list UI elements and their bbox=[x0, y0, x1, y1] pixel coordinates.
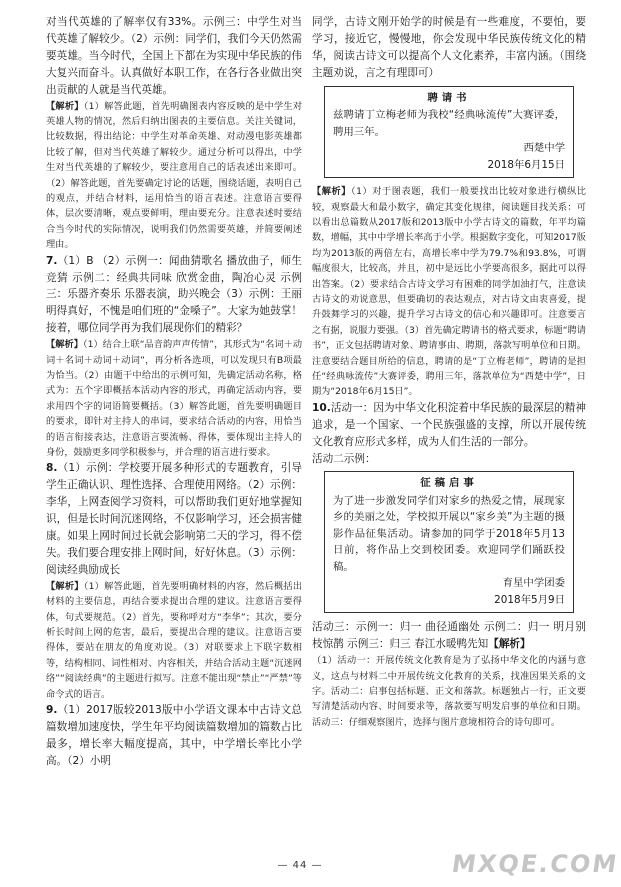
activity-three-answer bbox=[312, 619, 586, 653]
analysis-tag: 【解析】 bbox=[488, 638, 531, 651]
watermark-logo: MXQE.COM bbox=[450, 850, 621, 878]
question-number: 9. bbox=[46, 703, 58, 716]
activity-two-label: 活动二示例： bbox=[312, 452, 376, 465]
analysis-text: （1）结合上联“品音韵声声传情”，其形式为“名词＋动词＋名词＋动词＋动词”，再分析各选项，可以发现只有B项最为恰当。（2）由题干中给出的示例可知，先确定活动名称，格式为：五个字即概括本活动内容的形式，再确定活动内容，要求用四个字的词语简要概括。（3）解答此题，首先要明确题目的要求，即针对主持人的串词，要求结合活动的内容，用恰当的语言衔接表达，注意语言要流畅、得体，要体现出主持人的身份，鼓励更多同学积极参与，并合理的语言进行要求。 bbox=[46, 339, 303, 458]
question-9-answer bbox=[46, 702, 302, 770]
question-7-analysis bbox=[46, 337, 302, 460]
analysis-tag: 【解析】 bbox=[46, 580, 84, 592]
appointment-letter-body: 兹聘请丁立梅老师为我校“经典咏流传”大赛评委，聘用三年。 bbox=[333, 109, 565, 138]
question-7-answer bbox=[46, 253, 302, 338]
question-number: 8. bbox=[46, 462, 58, 475]
paragraph-q6-answer: 对当代英雄的了解率仅有33%。示例三：中学生对当代英雄了解较少。（2）示例：同学们，我们今天仍然需要英雄。当今时代，全国上下都在为实现中华民族的伟大复兴而奋斗。认真做好本职工作，在各行各业做出突出贡献的人就是当代英雄。 bbox=[46, 16, 302, 96]
question-number: 10. bbox=[312, 401, 331, 414]
answer-text: （1）示例：学校要开展多种形式的专题教育，引导学生正确认识、理性选择、合理使用网络。（2）示例：李华，上网查阅学习资料，可以帮助我们更好地掌握知识，但是长时间沉迷网络，不仅影响学习，还会损害健康。如果上网时间过长就会影响第二天的学习，得不偿失。我们要合理安排上网时间，好好休息。（3）示例：阅读经典励成长 bbox=[46, 462, 302, 576]
appointment-letter-box bbox=[324, 86, 574, 179]
question-10-answer bbox=[312, 400, 586, 451]
answer-text: （1）2017版较2013版中小学语文课本中古诗文总篇数增加速度快，学生年平均阅读篇数增加的篇数占比最多，增长率大幅度提高，其中，中学增长率比小学高。（2）小明 bbox=[46, 703, 302, 767]
left-column bbox=[46, 14, 302, 770]
question-8-analysis bbox=[46, 579, 302, 702]
question-10-analysis: （1）活动一：开展传统文化教育是为了弘扬中华文化的内涵与意义，这点与材料二中开展传统文化教育的关系，找准因果关系的文字。活动二：启事包括标题、正文和落款。标题独占一行，正文要写清楚活动内容、时间要求等，落款要写明发启事的单位和日期。活动三：仔细观察图片，选择与图片意境相符合的诗句即可。 bbox=[312, 655, 586, 728]
call-for-submissions-body: 为了进一步激发同学们对家乡的热爱之情，展现家乡的美丽之处，学校拟开展以“家乡美”为主题的摄影作品征集活动。请参加的同学于2018年5月13日前，将作品上交到校团委。欢迎同学们踊跃投稿。 bbox=[333, 494, 565, 573]
analysis-tag: 【解析】 bbox=[46, 339, 83, 351]
call-for-submissions-date: 2018年5月9日 bbox=[494, 593, 565, 606]
analysis-text: （1）对于图表题，我们一般要找出比较对象进行横纵比较，观察最大和最小数字，确定其变化规律，阅读题目找关系：可以看出总篇数从2017版和2013版中小学古诗文的篇数，年平均篇数，增幅，其中中学增长率高于小学。根据数字变化，可知2017版均为2013版的两倍左右，高增长率中学为79.7%和93.8%，可谓幅度很大，比较高，并且，初中是远比小学要高很多，据此可以得出答案。（2）要求结合古诗文学习有困难的同学加油打气，注意读古诗文的劝说意思，但要确切的表达观点，对古诗文由衷喜爱，提升鼓舞学习的兴趣，提升学习古诗文的信心和兴趣即可。注意要言之有据，说服力要强。（3）首先确定聘请书的格式要求，标题“聘请书”，正文包括聘请对象、聘请事由、聘期，落款写明单位和日期。注意要结合题目所给的信息，聘请的是“丁立梅老师”，聘请的是担任“经典咏流传”大赛评委，聘用三年，落款单位为“西楚中学”，日期为“2018年6月15日”。 bbox=[312, 186, 586, 398]
analysis-tag: 【解析】 bbox=[312, 186, 351, 198]
appointment-letter-title: 聘请书 bbox=[427, 91, 471, 104]
right-column bbox=[312, 14, 586, 730]
appointment-letter-org: 西楚中学 bbox=[523, 142, 565, 155]
analysis-tag: 【解析】 bbox=[46, 100, 84, 112]
question-9-continued: 同学，古诗文刚开始学的时候是有一些难度，不要怕，要学习，接近它，慢慢地，你会发现中华民族传统文化的精华，阅读古诗文可以提高个人文化素养，丰富内涵。（围绕主题劝说，言之有理即可） bbox=[312, 16, 586, 79]
call-for-submissions-title: 征稿启事 bbox=[420, 477, 478, 490]
question-number: 7. bbox=[46, 254, 58, 267]
answer-text: 活动三：示例一：归一 曲径通幽处 示例二：归一 明月别枝惊鹊 示例三：归三 春江水暖鸭先知 bbox=[312, 621, 586, 651]
answer-text: （1）B （2）示例一：闻曲猜歌名 播放曲子，师生竞猜 示例二：经典共同味 欣赏金曲，陶冶心灵 示例三：乐器齐奏乐 乐器表演，助兴晚会（3）示例：王丽明得真好，不愧是咱们班的“金嗓子”。大家为她鼓掌！接着，哪位同学再为我们展现你们的精彩？ bbox=[46, 254, 302, 335]
call-for-submissions-box bbox=[324, 471, 574, 613]
appointment-letter-date: 2018年6月15日 bbox=[487, 158, 565, 171]
paragraph-q6-analysis bbox=[46, 99, 302, 253]
analysis-text: （1）解答此题，首先明确图表内容反映的是中学生对英雄人物的情况，然后归纳出图表的主要信息。关注关键词，比较数据，得出结论：中学生对革命英雄、对动漫电影英雄都比较了解，但对当代英雄了解较少。通过分析可以得出，中学生对当代英雄的了解较少，要注意用自己的话表述出来即可。（2）解答此题，首先要确定讨论的话题，围绕话题，表明自己的观点，并结合材料，运用恰当的语言表述。注意语言要得体，层次要清晰，观点要鲜明，理由要充分。注意表述时要结合当今时代的实际情况，说明我们仍然需要英雄，并简要阐述理由。 bbox=[46, 100, 303, 251]
answer-text: 活动一：因为中华文化积淀着中华民族的最深层的精神追求，是一个国家、一个民族强盛的支撑，所以开展传统文化教育应形式多样，成为人们生活的一部分。 bbox=[312, 401, 586, 448]
question-8-answer bbox=[46, 460, 302, 578]
analysis-text: （1）解答此题，首先要明确材料的内容，然后概括出材料的主要信息，再结合要求提出合理的建议。注意语言要得体，句式要规范。（2）首先，要称呼对方“李华”；其次，要分析长时间上网的危害，最后，要提出合理的建议。注意语言要得体，要站在朋友的角度劝说。（3）对联要求上下联字数相等，结构相同、词性相对、内容相关，并结合活动主题“沉迷网络”“阅读经典”的主题进行拟写。注意不能出现“禁止”“严禁”等命令式的语言。 bbox=[46, 580, 303, 700]
question-9-analysis bbox=[312, 184, 586, 400]
call-for-submissions-org: 育星中学团委 bbox=[502, 577, 565, 590]
page-number: — 44 — bbox=[277, 860, 323, 871]
